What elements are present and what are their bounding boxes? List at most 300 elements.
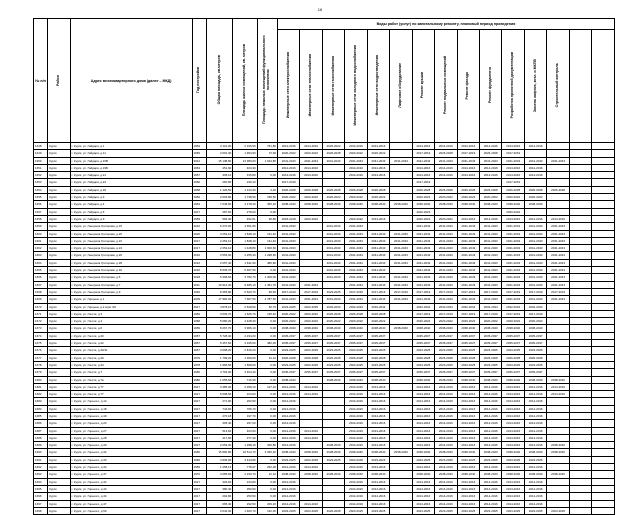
table-cell: 2014-2016 [480, 172, 502, 179]
table-cell: 4 428,30 [233, 318, 257, 325]
table-cell: 2038-2040 [480, 376, 502, 383]
table-cell: 2023-2025 [277, 347, 299, 354]
table-cell: г. Курск, ул. Гайдара, д.1 [70, 143, 192, 150]
table-cell: 2023-2025 [435, 361, 457, 368]
table-cell: 2 268,10 [233, 383, 257, 390]
table-cell: 2023-2025 [524, 507, 546, 514]
table-cell [322, 500, 344, 507]
table-cell: 1683 [34, 398, 48, 405]
table-cell: 2020-2022 [345, 194, 367, 201]
table-cell: 2038-2040 [547, 442, 569, 449]
table-cell: Курск [48, 391, 70, 398]
table-cell: Курск [48, 361, 70, 368]
page-number: 16 [317, 7, 323, 12]
table-cell: 380,40 [206, 485, 232, 492]
table-cell: 2014-2016 [435, 493, 457, 500]
table-cell: 0,00 [257, 267, 277, 274]
table-cell: 2014-2016 [277, 398, 299, 405]
table-cell: Курск [48, 471, 70, 478]
table-cell: 2026-2028 [345, 186, 367, 193]
table-cell [457, 208, 479, 215]
table-cell [390, 500, 412, 507]
table-cell [390, 215, 412, 222]
table-cell: 2014-2016 [277, 143, 299, 150]
table-cell: 2020-2022 [345, 215, 367, 222]
table-cell [592, 157, 615, 164]
table-cell: 2041-2043 [480, 252, 502, 259]
table-cell: 1 258,13 [206, 464, 232, 471]
table-cell: 2014-2016 [277, 500, 299, 507]
table-cell: 2041-2043 [457, 281, 479, 288]
table-cell: 1957 [192, 172, 206, 179]
table-cell: 2038-2040 [367, 325, 389, 332]
table-row [34, 420, 615, 427]
table-cell: 2023-2025 [457, 507, 479, 514]
table-cell: 1654 [34, 186, 48, 193]
table-cell: Курск [48, 186, 70, 193]
table-cell [390, 332, 412, 339]
table-cell: 566,40 [206, 215, 232, 222]
table-cell: 2014-2016 [367, 485, 389, 492]
table-cell [592, 194, 615, 201]
table-cell: г. Курск, ул. Горького, д.28 [70, 434, 192, 441]
table-cell: 1693 [34, 471, 48, 478]
table-cell [390, 347, 412, 354]
table-cell: 2038-2040 [322, 325, 344, 332]
table-cell [547, 464, 569, 471]
table-cell [390, 427, 412, 434]
table-cell [547, 318, 569, 325]
table-cell: Курск [48, 318, 70, 325]
table-cell: 2014-2016 [345, 500, 367, 507]
table-cell: 716,30 [233, 376, 257, 383]
table-cell: 2041-2043 [524, 296, 546, 303]
table-cell [592, 252, 615, 259]
table-row [34, 186, 615, 193]
table-cell [592, 267, 615, 274]
table-cell: 3,20 [257, 186, 277, 193]
header-row-num: № п/п [34, 19, 48, 143]
table-cell: 1963 [192, 201, 206, 208]
table-cell [322, 493, 344, 500]
table-cell: Курск [48, 427, 70, 434]
table-cell: 1917 [192, 478, 206, 485]
table-cell: г. Курск, ул. Генерала Григорова, д.28 [70, 259, 192, 266]
table-cell: 2014-2016 [367, 478, 389, 485]
table-cell [390, 391, 412, 398]
table-cell: 2014-2016 [457, 442, 479, 449]
table-cell [569, 237, 591, 244]
table-cell [569, 164, 591, 171]
table-row [34, 252, 615, 259]
table-cell: 1917 [192, 405, 206, 412]
table-cell [547, 143, 569, 150]
table-cell: 2014-2016 [502, 405, 524, 412]
table-cell: 2041-2043 [547, 267, 569, 274]
table-cell: 2014-2016 [277, 172, 299, 179]
table-cell: 260,80 [206, 179, 232, 186]
header-work-col: Инженерные сети теплоснабжения [300, 30, 322, 143]
table-row [34, 361, 615, 368]
table-cell [569, 194, 591, 201]
table-cell: 2026-2028 [322, 186, 344, 193]
table-cell: 2014-2016 [480, 485, 502, 492]
table-cell: 2014-2016 [524, 427, 546, 434]
table-cell: 2038-2040 [480, 471, 502, 478]
table-cell: 1678 [34, 361, 48, 368]
table-cell: 1661 [34, 237, 48, 244]
table-cell: 2014-2016 [480, 383, 502, 390]
table-cell: 1670 [34, 303, 48, 310]
table-cell: г. Курск, ул. Горького, д.44 [70, 493, 192, 500]
header-work-col: Ремонт подвальных помещений [435, 30, 457, 143]
table-cell: 2041-2043 [367, 252, 389, 259]
table-cell [547, 347, 569, 354]
table-cell [322, 172, 344, 179]
table-cell [592, 493, 615, 500]
table-cell: 1917 [192, 391, 206, 398]
table-cell [592, 507, 615, 514]
table-cell [569, 391, 591, 398]
table-cell: 2023-2025 [322, 347, 344, 354]
table-cell: 2041-2043 [435, 157, 457, 164]
table-cell: 2014-2016 [277, 164, 299, 171]
table-cell: г. Курск, ул. Гоголя, д.4 [70, 318, 192, 325]
table-row [34, 164, 615, 171]
table-cell: 2014-2016 [524, 485, 546, 492]
table-cell: 2041-2043 [345, 223, 367, 230]
table-cell: 2041-2043 [300, 296, 322, 303]
table-cell: 2041-2043 [547, 281, 569, 288]
table-cell: 2041-2043 [524, 274, 546, 281]
table-cell: 2038-2040 [547, 376, 569, 383]
table-cell: 2038-2040 [457, 376, 479, 383]
table-cell: 2014-2016 [412, 143, 434, 150]
table-row [34, 405, 615, 412]
table-cell: 2014-2016 [367, 427, 389, 434]
table-cell: 2014-2016 [345, 427, 367, 434]
table-cell: 278,00 [233, 208, 257, 215]
table-cell: 3 642,00 [206, 507, 232, 514]
table-cell: 1688 [34, 434, 48, 441]
table-cell: 365,20 [257, 201, 277, 208]
table-cell: 1653 [34, 179, 48, 186]
header-address: Адрес многоквартирного дома (далее – МКД) [70, 19, 192, 143]
table-cell [322, 464, 344, 471]
table-cell: 2038-2040 [345, 471, 367, 478]
table-cell: 2 057,40 [206, 259, 232, 266]
table-cell [300, 493, 322, 500]
table-cell: 1 298,60 [257, 252, 277, 259]
table-cell: 2 053,30 [206, 442, 232, 449]
table-cell: Курск [48, 194, 70, 201]
table-cell [300, 398, 322, 405]
table-cell: г. Курск, ул. Гоголя, д.3 [70, 310, 192, 317]
table-cell: г. Курск, ул. Генерала Григорова, д.20 [70, 230, 192, 237]
table-cell: 2026-2028 [435, 186, 457, 193]
table-cell: 1980 [192, 376, 206, 383]
table-cell: 2023-2025 [412, 361, 434, 368]
table-cell: 359,90 [233, 485, 257, 492]
table-row [34, 332, 615, 339]
table-cell: 2035-2037 [300, 369, 322, 376]
table-cell: 2038-2040 [390, 201, 412, 208]
table-cell: 2014-2016 [457, 172, 479, 179]
table-cell: 2038-2040 [322, 376, 344, 383]
table-cell: 1679 [34, 369, 48, 376]
table-cell: 2017-2019 [277, 288, 299, 295]
table-cell [300, 405, 322, 412]
table-cell: 2041-2043 [435, 223, 457, 230]
table-cell: г. Курск, ул. Гайдара, д.4 [70, 201, 192, 208]
table-cell: 2017-2019 [300, 288, 322, 295]
table-cell: 2017-2019 [390, 288, 412, 295]
table-row [34, 478, 615, 485]
table-cell: 271,90 [206, 398, 232, 405]
table-cell: 1960 [192, 369, 206, 376]
table-cell: 2014-2016 [480, 412, 502, 419]
table-cell [390, 361, 412, 368]
table-cell: 2014-2016 [435, 405, 457, 412]
table-cell: 2035-2037 [524, 340, 546, 347]
table-cell: 0,00 [257, 391, 277, 398]
table-cell: 2041-2043 [435, 267, 457, 274]
table-cell: 2041-2043 [524, 245, 546, 252]
table-cell [390, 507, 412, 514]
table-cell: 2035-2037 [502, 369, 524, 376]
table-cell [569, 157, 591, 164]
table-cell: г. Курск, ул. Генерала Григорова, д.26 [70, 252, 192, 259]
table-cell: 2041-2043 [457, 252, 479, 259]
table-cell: 2038-2040 [390, 449, 412, 456]
table-cell: 8 267,70 [206, 325, 232, 332]
table-cell: 2041-2043 [480, 157, 502, 164]
table-row [34, 383, 615, 390]
table-cell: 2014-2016 [457, 493, 479, 500]
table-cell: 1696 [34, 493, 48, 500]
table-cell: Курск [48, 325, 70, 332]
table-cell: 72,90 [257, 150, 277, 157]
table-cell [257, 223, 277, 230]
table-cell: 2014-2016 [457, 427, 479, 434]
table-cell [592, 179, 615, 186]
table-cell: 2014-2016 [367, 143, 389, 150]
table-cell: 209,20 [257, 500, 277, 507]
table-cell: 2041-2043 [480, 237, 502, 244]
table-cell: 2020-2022 [435, 318, 457, 325]
table-cell: 2041-2043 [345, 259, 367, 266]
table-cell: Курск [48, 259, 70, 266]
table-cell: 1953 [192, 143, 206, 150]
table-cell: 249,10 [233, 179, 257, 186]
table-cell: 2023-2025 [300, 347, 322, 354]
table-cell: 5 457,60 [206, 340, 232, 347]
table-cell: 2035-2037 [480, 332, 502, 339]
table-cell: Курск [48, 237, 70, 244]
table-cell: 250,50 [233, 493, 257, 500]
table-cell: 0,00 [257, 427, 277, 434]
table-row [34, 237, 615, 244]
table-cell: 2026-2028 [412, 354, 434, 361]
table-cell [322, 208, 344, 215]
table-cell: 2041-2043 [502, 259, 524, 266]
table-cell: 2014-2016 [524, 405, 546, 412]
table-cell: 2014-2016 [300, 383, 322, 390]
table-cell [547, 150, 569, 157]
table-cell: 2014-2016 [412, 164, 434, 171]
table-cell [569, 383, 591, 390]
table-cell: 2014-2016 [367, 493, 389, 500]
table-cell: 2 252,10 [206, 237, 232, 244]
table-cell: 2014-2016 [457, 143, 479, 150]
table-cell: 2020-2022 [300, 194, 322, 201]
table-cell [300, 274, 322, 281]
table-cell [547, 478, 569, 485]
table-cell: 2041-2043 [502, 157, 524, 164]
table-cell: г. Курск, ул. Горького, д.33 [70, 456, 192, 463]
table-cell: 287,60 [206, 208, 232, 215]
table-cell: 0,00 [257, 420, 277, 427]
table-cell: г. Курск, ул. Гоголя, д.7а [70, 376, 192, 383]
table-cell: 1690 [34, 449, 48, 456]
table-cell [322, 478, 344, 485]
table-cell: 2014-2016 [524, 215, 546, 222]
table-row [34, 150, 615, 157]
table-cell: 2017-2019 [457, 310, 479, 317]
table-cell: 2038-2040 [524, 325, 546, 332]
table-cell: 2020-2022 [277, 150, 299, 157]
table-cell: 0,00 [257, 398, 277, 405]
table-cell: 2041-2043 [345, 252, 367, 259]
table-cell: 2041-2043 [277, 157, 299, 164]
table-cell [390, 318, 412, 325]
table-cell [322, 281, 344, 288]
table-cell: 52,70 [257, 303, 277, 310]
table-cell: 2023-2025 [277, 507, 299, 514]
table-cell [390, 369, 412, 376]
table-cell: 1657 [34, 208, 48, 215]
table-cell: Курск [48, 420, 70, 427]
table-cell: 2017-2019 [435, 310, 457, 317]
table-cell: 2014-2016 [367, 164, 389, 171]
table-cell [547, 361, 569, 368]
table-cell: 2014-2016 [502, 434, 524, 441]
table-cell: 0,00 [257, 369, 277, 376]
table-cell: 2014-2016 [412, 442, 434, 449]
header-work-col: Ремонт фундамента [480, 30, 502, 143]
table-cell: 0,00 [257, 361, 277, 368]
table-cell: 1671 [34, 310, 48, 317]
table-cell: 2017-2019 [277, 179, 299, 186]
table-cell: 2041-2043 [480, 296, 502, 303]
table-cell: 1685 [34, 412, 48, 419]
table-cell [592, 208, 615, 215]
table-cell: 2041-2043 [457, 223, 479, 230]
table-cell [569, 325, 591, 332]
table-cell: Курск [48, 274, 70, 281]
table-cell: 2032-2034 [412, 303, 434, 310]
table-row [34, 347, 615, 354]
table-cell: г. Курск, ул. Герцена, д.1 [70, 296, 192, 303]
table-cell [390, 412, 412, 419]
table-cell: 132,00 [257, 507, 277, 514]
table-cell: 2014-2016 [457, 420, 479, 427]
table-cell [390, 267, 412, 274]
table-cell: 2014-2016 [502, 172, 524, 179]
table-cell: 2020-2022 [300, 215, 322, 222]
table-cell: Курск [48, 281, 70, 288]
table-cell: Курск [48, 288, 70, 295]
table-cell: 2041-2043 [345, 237, 367, 244]
table-cell: 3 345,60 [233, 340, 257, 347]
table-cell: 1676 [34, 347, 48, 354]
table-cell: 2026-2028 [322, 507, 344, 514]
table-cell [592, 296, 615, 303]
table-row [34, 471, 615, 478]
table-cell: 2020-2022 [300, 150, 322, 157]
table-cell: 2026-2028 [300, 186, 322, 193]
table-cell: г. Курск, ул. Горького, д.27 [70, 427, 192, 434]
table-cell: 2041-2043 [435, 245, 457, 252]
table-row [34, 143, 615, 150]
table-cell: 2014-2016 [524, 398, 546, 405]
table-cell: 1674 [34, 332, 48, 339]
table-cell: 377,30 [233, 434, 257, 441]
table-row [34, 274, 615, 281]
table-cell: 1689 [34, 442, 48, 449]
table-cell: 2014-2016 [367, 172, 389, 179]
table-cell: 2038-2040 [524, 449, 546, 456]
table-cell: 2014-2016 [367, 500, 389, 507]
table-cell: Курск [48, 143, 70, 150]
table-cell [524, 179, 546, 186]
table-cell [569, 150, 591, 157]
table-cell: 2014-2016 [412, 427, 434, 434]
table-cell [300, 252, 322, 259]
table-cell [547, 354, 569, 361]
header-work-col: Инженерные сети газоснабжения [322, 30, 344, 143]
table-cell: 2014-2016 [502, 427, 524, 434]
table-cell: 292,80 [206, 493, 232, 500]
table-cell [322, 179, 344, 186]
table-cell: Курск [48, 208, 70, 215]
table-cell: 2041-2043 [457, 245, 479, 252]
table-cell: 2009 [192, 296, 206, 303]
table-cell: 2017-2019 [345, 288, 367, 295]
table-cell: 2014-2016 [480, 143, 502, 150]
table-cell: 2041-2043 [480, 259, 502, 266]
table-cell: 1682 [34, 391, 48, 398]
table-cell [592, 237, 615, 244]
table-cell [592, 230, 615, 237]
table-cell: 2038-2040 [480, 449, 502, 456]
table-cell: 2041-2043 [277, 223, 299, 230]
table-cell [569, 500, 591, 507]
table-row [34, 325, 615, 332]
table-cell: 1662 [34, 245, 48, 252]
table-cell [569, 186, 591, 193]
table-cell [300, 230, 322, 237]
table-cell: Курск [48, 383, 70, 390]
table-cell: 2041-2043 [457, 259, 479, 266]
table-cell: 0,00 [257, 318, 277, 325]
table-cell: 2014-2016 [502, 464, 524, 471]
table-cell [390, 442, 412, 449]
table-cell: 1917 [192, 434, 206, 441]
table-cell: 1970 [192, 471, 206, 478]
table-cell [569, 245, 591, 252]
table-cell: 1917 [192, 442, 206, 449]
